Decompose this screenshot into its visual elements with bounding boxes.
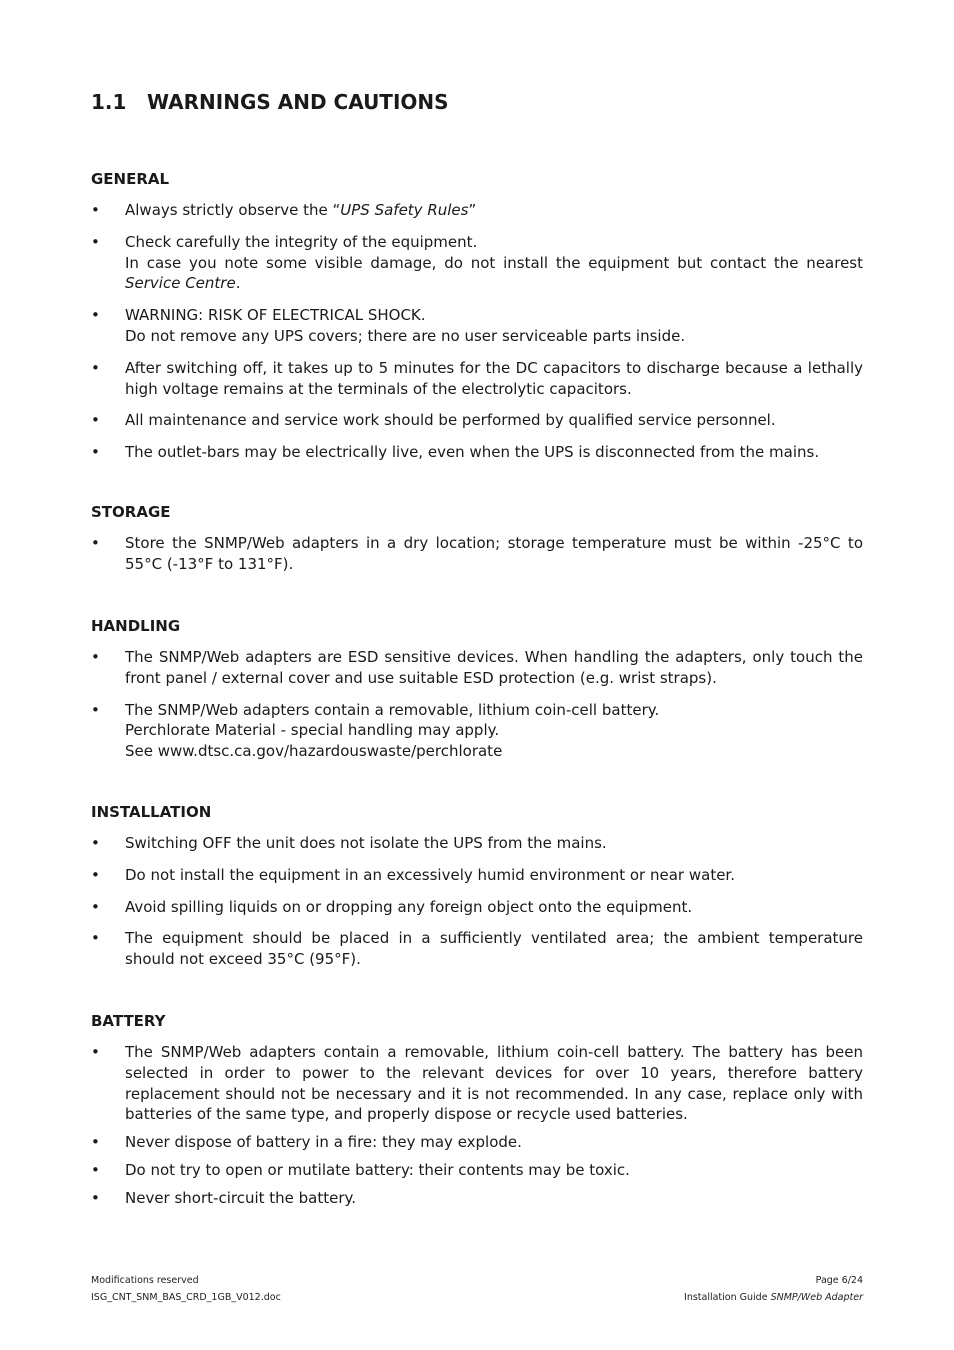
footer-right (684, 1274, 863, 1305)
bullet-icon: • (91, 1160, 100, 1179)
bullet-icon: • (91, 443, 100, 462)
handling-section (91, 616, 863, 762)
storage-list (91, 533, 863, 575)
handling-heading: HANDLING (91, 617, 181, 635)
bullet-icon: • (91, 700, 100, 719)
item-text: The outlet-bars may be electrically live, even when the UPS is disconnected from the mains. (125, 443, 820, 462)
item-text: The equipment should be placed in a sufficiently ventilated area; the ambient temperature should not exceed 35°C (95°F). (125, 929, 863, 969)
general-section (91, 169, 863, 463)
battery-list (91, 1042, 863, 1209)
list-item (91, 232, 863, 294)
bullet-icon: • (91, 201, 100, 219)
battery-section (91, 1011, 863, 1209)
list-item (91, 928, 863, 970)
bullet-icon: • (91, 834, 100, 852)
bullet-icon: • (91, 897, 100, 916)
item-emphasis: Service Centre (125, 274, 236, 293)
general-heading: GENERAL (91, 170, 170, 188)
item-text: All maintenance and service work should be performed by qualified service personnel. (125, 411, 776, 430)
list-item (91, 410, 863, 431)
item-text: Never dispose of battery in a fire: they may explode. (125, 1133, 522, 1152)
item-text: Do not install the equipment in an excessively humid environment or near water. (125, 865, 735, 884)
bullet-icon: • (91, 358, 100, 377)
general-list (91, 200, 863, 463)
list-item (91, 1132, 863, 1153)
item-text: Do not try to open or mutilate battery: their contents may be toxic. (125, 1160, 630, 1179)
section-title: WARNINGS AND CAUTIONS (147, 90, 449, 114)
footer-modifications: Modifications reserved (91, 1275, 199, 1286)
item-emphasis: UPS Safety Rules (340, 201, 469, 219)
bullet-icon: • (91, 534, 100, 552)
bullet-icon: • (91, 232, 100, 251)
bullet-icon: • (91, 306, 100, 325)
footer-page-number: Page 6/24 (815, 1275, 863, 1286)
bullet-icon: • (91, 929, 100, 948)
section-heading (91, 90, 449, 114)
list-item (91, 897, 863, 918)
item-text: Switching OFF the unit does not isolate the UPS from the mains. (125, 834, 607, 852)
item-text: See www.dtsc.ca.gov/hazardouswaste/perchlorate (125, 742, 503, 761)
item-text: Check carefully the integrity of the equipment. (125, 232, 478, 251)
storage-section (91, 502, 863, 575)
bullet-icon: • (91, 1043, 100, 1061)
item-text: ” (468, 201, 477, 219)
footer-left (91, 1274, 281, 1305)
footer-filename: ISG_CNT_SNM_BAS_CRD_1GB_V012.doc (91, 1292, 281, 1303)
footer-doc-title (684, 1291, 863, 1305)
footer-doc-title-emphasis: SNMP/Web Adapter (770, 1292, 863, 1303)
list-item (91, 305, 863, 347)
list-item (91, 358, 863, 400)
item-text: WARNING: RISK OF ELECTRICAL SHOCK. (125, 306, 426, 325)
installation-section (91, 802, 863, 970)
list-item (91, 647, 863, 689)
handling-list (91, 647, 863, 762)
list-item (91, 833, 863, 854)
list-item (91, 1160, 863, 1181)
section-number: 1.1 (91, 90, 127, 114)
list-item (91, 200, 863, 221)
item-text: Do not remove any UPS covers; there are no user serviceable parts inside. (125, 326, 686, 345)
item-text: Avoid spilling liquids on or dropping any foreign object onto the equipment. (125, 897, 693, 916)
item-text: In case you note some visible damage, do not install the equipment but contact the nearest (125, 253, 863, 272)
item-text: Perchlorate Material - special handling may apply. (125, 721, 500, 740)
item-text: The SNMP/Web adapters contain a removable, lithium coin-cell battery. (125, 700, 660, 719)
bullet-icon: • (91, 1133, 100, 1152)
list-item (91, 1188, 863, 1209)
list-item (91, 442, 863, 463)
item-text: After switching off, it takes up to 5 minutes for the DC capacitors to discharge because a lethally high voltage remains at the terminals of the electrolytic capacitors. (125, 358, 863, 398)
bullet-icon: • (91, 1188, 100, 1207)
list-item (91, 865, 863, 886)
battery-heading: BATTERY (91, 1012, 166, 1030)
bullet-icon: • (91, 648, 100, 666)
installation-list (91, 833, 863, 970)
list-item (91, 1042, 863, 1125)
item-text: Always strictly observe the “ (125, 201, 341, 219)
bullet-icon: • (91, 411, 100, 430)
storage-heading: STORAGE (91, 503, 171, 521)
item-text: Store the SNMP/Web adapters in a dry location; storage temperature must be within -25°C to 55°C (-13°F to 131°F). (125, 534, 863, 573)
list-item (91, 700, 863, 762)
footer-doc-title-prefix: Installation Guide (684, 1292, 771, 1303)
item-text: The SNMP/Web adapters are ESD sensitive devices. When handling the adapters, only touch the front panel / external cover and use suitable ESD protection (e.g. wrist straps). (125, 648, 863, 687)
item-text: Never short-circuit the battery. (125, 1188, 357, 1207)
item-text: The SNMP/Web adapters contain a removable, lithium coin-cell battery. The battery has been selected in order to power to the relevant devices for over 10 years, therefore battery replacement should not be necessary and it is not recommended. In any case, replace only with batteries of the same type, and properly dispose or recycle used batteries. (125, 1043, 863, 1124)
item-text: . (235, 274, 241, 293)
bullet-icon: • (91, 865, 100, 884)
installation-heading: INSTALLATION (91, 803, 212, 821)
list-item (91, 533, 863, 575)
